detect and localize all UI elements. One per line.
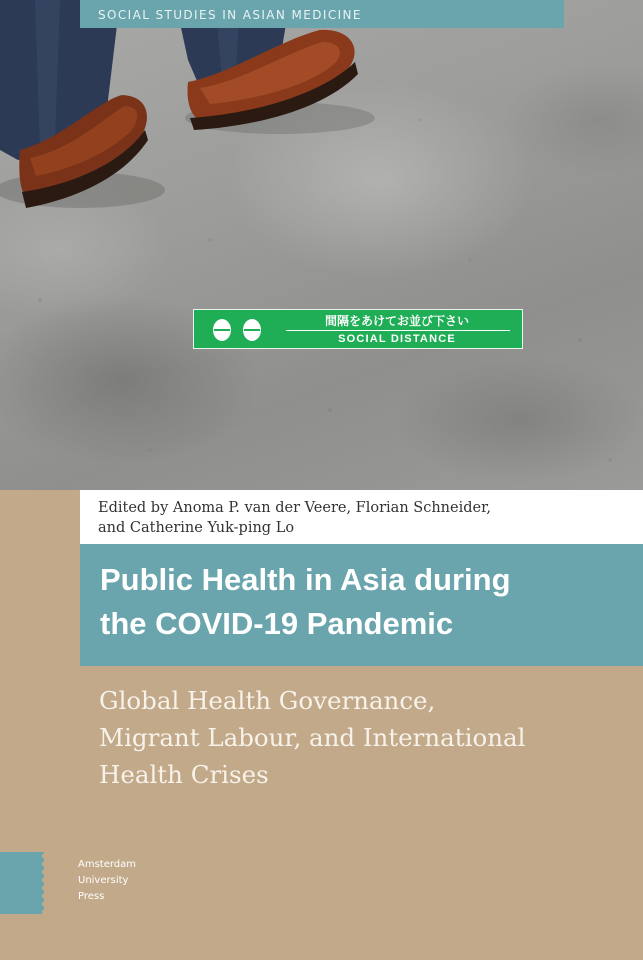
series-title-bar: SOCIAL STUDIES IN ASIAN MEDICINE bbox=[80, 0, 564, 28]
sign-english-text: SOCIAL DISTANCE bbox=[338, 333, 456, 345]
book-subtitle-line-3: Health Crises bbox=[99, 760, 269, 789]
book-title-line-1: Public Health in Asia during bbox=[100, 562, 511, 597]
book-title bbox=[80, 544, 643, 666]
social-distance-floor-sign bbox=[193, 309, 523, 349]
book-subtitle-line-1: Global Health Governance, bbox=[99, 686, 436, 715]
editors-line-2: and Catherine Yuk-ping Lo bbox=[98, 520, 295, 536]
book-subtitle bbox=[99, 682, 639, 793]
book-subtitle-line-2: Migrant Labour, and International bbox=[99, 723, 526, 752]
editors-panel bbox=[80, 490, 643, 544]
book-title-line-2: the COVID-19 Pandemic bbox=[100, 606, 454, 641]
publisher-line-3: Press bbox=[78, 891, 105, 902]
publisher-logo-icon bbox=[0, 852, 44, 914]
sign-japanese-text: 間隔をあけてお並び下さい bbox=[324, 314, 469, 328]
publisher-name bbox=[78, 857, 136, 905]
footprints-icon bbox=[206, 316, 270, 344]
editors-line-1: Edited by Anoma P. van der Veere, Florian Schneider, bbox=[98, 500, 492, 516]
publisher-line-1: Amsterdam bbox=[78, 859, 137, 870]
publisher-line-2: University bbox=[78, 875, 129, 886]
